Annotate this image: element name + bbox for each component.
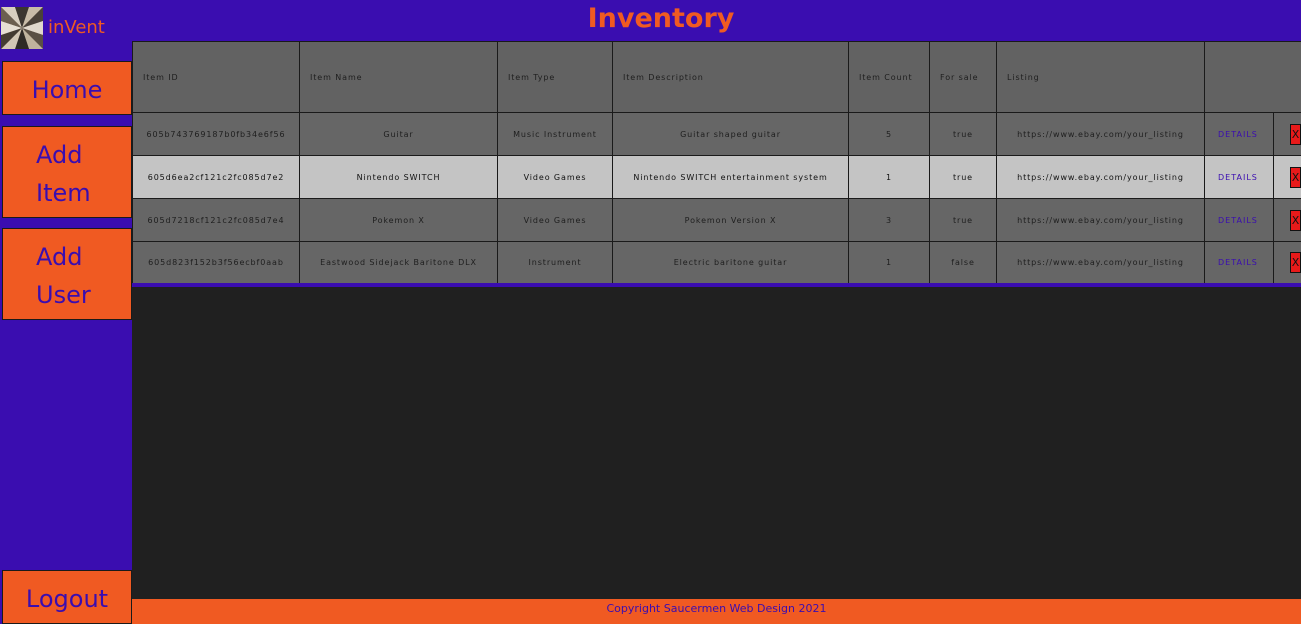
- nav-add-item-label: Add Item: [36, 141, 91, 207]
- cell-item-type: Video Games: [498, 199, 613, 242]
- column-header-item-name: Item Name: [300, 42, 498, 113]
- nav-add-user-button[interactable]: [2, 228, 132, 320]
- table-row: [133, 199, 1301, 242]
- cell-item-id: 605b743769187b0fb34e6f56: [133, 113, 300, 156]
- cell-item-count: 3: [849, 199, 930, 242]
- cell-delete: [1274, 156, 1301, 199]
- cell-item-name: Nintendo SWITCH: [300, 156, 498, 199]
- brand-name: inVent: [48, 17, 105, 38]
- nav-add-item-button[interactable]: [2, 126, 132, 218]
- cell-for-sale: true: [930, 113, 997, 156]
- column-header-for-sale: For sale: [930, 42, 997, 113]
- inventory-table: [132, 41, 1301, 287]
- nav-home-label: Home: [31, 76, 103, 104]
- cell-item-count: 5: [849, 113, 930, 156]
- nav-add-user-label: Add User: [36, 243, 91, 309]
- cell-item-id: 605d823f152b3f56ecbf0aab: [133, 242, 300, 285]
- cell-listing: https://www.ebay.com/your_listing: [997, 199, 1205, 242]
- page-title: Inventory: [587, 3, 735, 34]
- cell-for-sale: true: [930, 156, 997, 199]
- delete-button[interactable]: X: [1290, 124, 1301, 145]
- table-header-row: [133, 42, 1301, 113]
- column-header-item-type: Item Type: [498, 42, 613, 113]
- table-row: [133, 113, 1301, 156]
- nav-logout-label: Logout: [25, 585, 109, 613]
- inventory-panel: [132, 41, 1301, 599]
- cell-item-type: Video Games: [498, 156, 613, 199]
- delete-button[interactable]: X: [1290, 252, 1301, 273]
- cell-delete: [1274, 199, 1301, 242]
- column-header-actions: [1205, 42, 1301, 113]
- brand: [0, 0, 132, 52]
- cell-item-name: Eastwood Sidejack Baritone DLX: [300, 242, 498, 285]
- cell-item-id: 605d6ea2cf121c2fc085d7e2: [133, 156, 300, 199]
- column-header-item-id: Item ID: [133, 42, 300, 113]
- cell-for-sale: true: [930, 199, 997, 242]
- starburst-logo-icon: [1, 7, 43, 49]
- delete-button[interactable]: X: [1290, 167, 1301, 188]
- copyright-text: Copyright Saucermen Web Design 2021: [606, 602, 827, 615]
- cell-item-id: 605d7218cf121c2fc085d7e4: [133, 199, 300, 242]
- details-link[interactable]: DETAILS: [1218, 172, 1258, 182]
- cell-listing: https://www.ebay.com/your_listing: [997, 156, 1205, 199]
- cell-details: [1205, 113, 1274, 156]
- cell-item-description: Pokemon Version X: [613, 199, 849, 242]
- cell-listing: https://www.ebay.com/your_listing: [997, 113, 1205, 156]
- cell-details: [1205, 242, 1274, 285]
- cell-item-name: Pokemon X: [300, 199, 498, 242]
- cell-item-count: 1: [849, 156, 930, 199]
- cell-item-description: Electric baritone guitar: [613, 242, 849, 285]
- nav-home-button[interactable]: [2, 61, 132, 115]
- cell-for-sale: false: [930, 242, 997, 285]
- cell-delete: [1274, 113, 1301, 156]
- cell-item-description: Guitar shaped guitar: [613, 113, 849, 156]
- cell-details: [1205, 199, 1274, 242]
- cell-item-count: 1: [849, 242, 930, 285]
- details-link[interactable]: DETAILS: [1218, 129, 1258, 139]
- column-header-item-description: Item Description: [613, 42, 849, 113]
- footer: [132, 599, 1301, 624]
- delete-button[interactable]: X: [1290, 210, 1301, 231]
- details-link[interactable]: DETAILS: [1218, 215, 1258, 225]
- nav-logout-button[interactable]: [2, 570, 132, 624]
- details-link[interactable]: DETAILS: [1218, 257, 1258, 267]
- cell-delete: [1274, 242, 1301, 285]
- table-row: [133, 242, 1301, 285]
- table-row: [133, 156, 1301, 199]
- cell-item-name: Guitar: [300, 113, 498, 156]
- cell-item-type: Instrument: [498, 242, 613, 285]
- cell-details: [1205, 156, 1274, 199]
- cell-item-type: Music Instrument: [498, 113, 613, 156]
- column-header-item-count: Item Count: [849, 42, 930, 113]
- cell-item-description: Nintendo SWITCH entertainment system: [613, 156, 849, 199]
- cell-listing: https://www.ebay.com/your_listing: [997, 242, 1205, 285]
- column-header-listing: Listing: [997, 42, 1205, 113]
